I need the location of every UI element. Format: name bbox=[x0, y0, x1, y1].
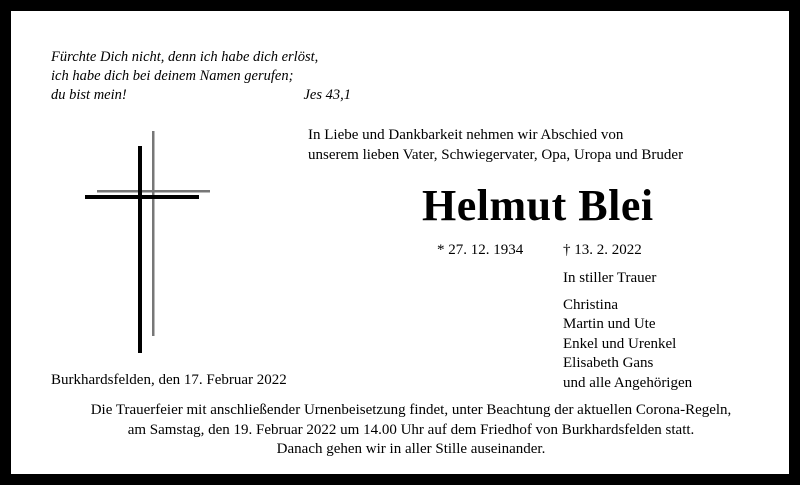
cross-icon bbox=[81, 131, 221, 361]
cross-shadow-vertical bbox=[152, 131, 155, 336]
funeral-details bbox=[31, 401, 791, 460]
mourners-heading: In stiller Trauer bbox=[563, 270, 657, 286]
verse-line: du bist mein! bbox=[51, 87, 127, 103]
footer-line: Danach gehen wir in aller Stille auseinander. bbox=[276, 441, 546, 457]
mourners-block bbox=[563, 269, 692, 393]
footer-line: am Samstag, den 19. Februar 2022 um 14.00 Uhr auf dem Friedhof von Burkhardsfelden statt. bbox=[127, 421, 695, 438]
birth-date: * 27. 12. 1934 bbox=[437, 242, 524, 258]
bible-verse bbox=[51, 48, 351, 105]
intro-line: In Liebe und Dankbarkeit nehmen wir Abschied von bbox=[308, 127, 624, 143]
verse-line: ich habe dich bei deinem Namen gerufen; bbox=[51, 68, 294, 84]
cross-horizontal bbox=[85, 195, 199, 199]
mourner-name: Christina bbox=[563, 296, 618, 313]
mourner-name: Martin und Ute bbox=[563, 316, 656, 332]
mourner-name: und alle Angehörigen bbox=[563, 374, 693, 391]
death-date: † 13. 2. 2022 bbox=[563, 242, 642, 258]
mourner-name: Elisabeth Gans bbox=[563, 355, 654, 371]
intro-line: unserem lieben Vater, Schwiegervater, Opa, Uropa und Bruder bbox=[308, 147, 684, 163]
verse-line: Fürchte Dich nicht, denn ich habe dich erlöst, bbox=[51, 49, 319, 65]
place-and-date: Burkhardsfelden, den 17. Februar 2022 bbox=[51, 372, 287, 388]
verse-reference: Jes 43,1 bbox=[303, 87, 351, 103]
deceased-name: Helmut Blei bbox=[422, 181, 654, 230]
footer-line: Die Trauerfeier mit anschließender Urnenbeisetzung findet, unter Beachtung der aktuellen Corona-Regeln, bbox=[90, 402, 732, 418]
mourner-name: Enkel und Urenkel bbox=[563, 335, 677, 352]
cross-vertical bbox=[138, 146, 142, 353]
cross-shadow-horizontal bbox=[97, 190, 210, 193]
farewell-intro bbox=[308, 125, 683, 165]
